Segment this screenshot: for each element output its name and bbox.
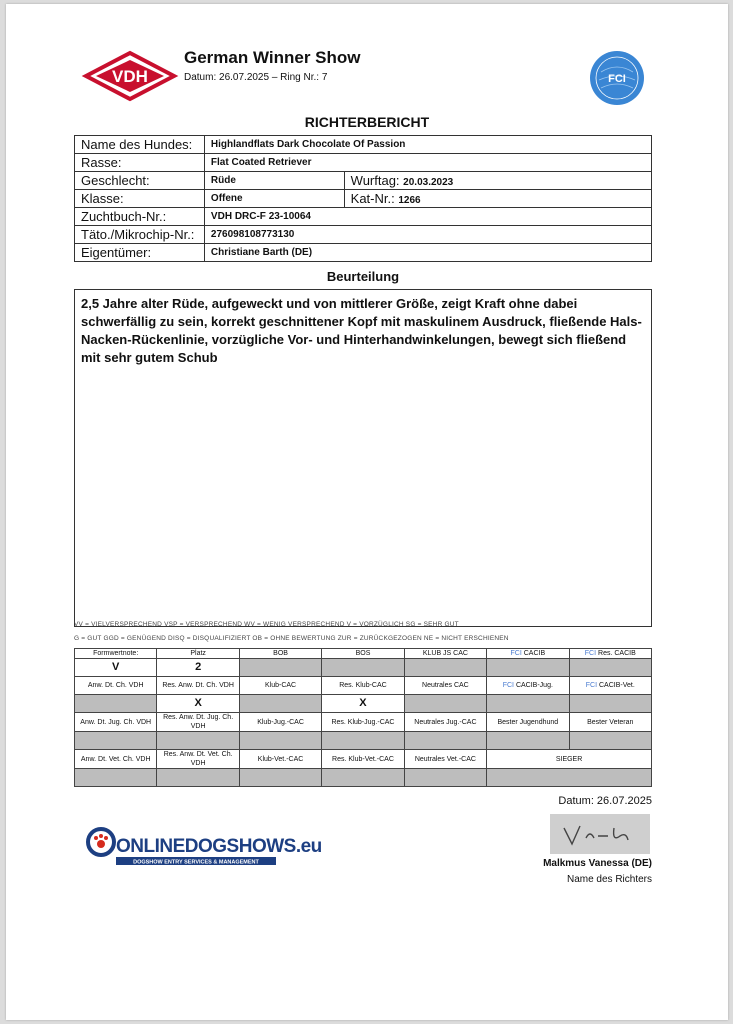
awards-grid — [74, 648, 652, 787]
award-label: Bester Jugendhund — [487, 713, 569, 732]
award-result — [569, 732, 651, 750]
award-result — [75, 695, 157, 713]
birth-cell — [344, 172, 651, 190]
catalog-value: 1266 — [398, 195, 421, 206]
award-result — [75, 769, 157, 787]
header-place: Platz — [157, 649, 239, 659]
onlinedogshows-logo — [86, 826, 322, 874]
report-title: RICHTERBERICHT — [304, 114, 430, 130]
class-value: Offene — [204, 190, 344, 208]
bob-result — [239, 659, 321, 677]
chip-label: Täto./Mikrochip-Nr.: — [75, 226, 205, 244]
awards-header-row — [75, 649, 652, 659]
bos-result — [322, 659, 404, 677]
award-result — [322, 769, 404, 787]
signature-scribble — [550, 814, 650, 854]
show-date-ring: Datum: 26.07.2025 – Ring Nr.: 7 — [184, 72, 328, 83]
header-bos: BOS — [322, 649, 404, 659]
award-result — [487, 695, 569, 713]
cacib-result — [487, 659, 569, 677]
award-result — [239, 695, 321, 713]
award-result — [487, 732, 569, 750]
award-label: Res. Anw. Dt. Jug. Ch. VDH — [157, 713, 239, 732]
award-label-cacib-jug — [487, 677, 569, 695]
award-label: Res. Klub-Jug.-CAC — [322, 713, 404, 732]
award-result — [322, 732, 404, 750]
place-result: 2 — [157, 659, 239, 677]
info-row-name — [75, 136, 652, 154]
birth-label: Wurftag: — [350, 173, 400, 188]
birth-value: 20.03.2023 — [403, 177, 454, 188]
res-cacib-result — [569, 659, 651, 677]
chip-value: 276098108773130 — [204, 226, 651, 244]
grade-result: V — [75, 659, 157, 677]
grade-legend-line-2: G = GUT GGD = GENÜGEND DISQ = DISQUALIFIZIERT OB = OHNE BEWERTUNG ZUR = ZURÜCKGEZOGEN NE = NICHT ERSCHIENEN — [74, 635, 509, 642]
header-cacib — [487, 649, 569, 659]
sex-value: Rüde — [204, 172, 344, 190]
judge-caption: Name des Richters — [566, 874, 652, 885]
name-value: Highlandflats Dark Chocolate Of Passion — [204, 136, 651, 154]
breed-label: Rasse: — [75, 154, 205, 172]
awards-result-row-7 — [75, 769, 652, 787]
fci-prefix: FCI — [584, 650, 597, 657]
vdh-logo — [84, 51, 176, 101]
award-result — [404, 732, 486, 750]
header-grade: Formwertnote: — [75, 649, 157, 659]
catalog-label: Kat-Nr.: — [350, 191, 395, 206]
info-row-class — [75, 190, 652, 208]
award-label: Bester Veteran — [569, 713, 651, 732]
award-result — [75, 732, 157, 750]
award-label: Res. Klub-Vet.-CAC — [322, 750, 404, 769]
award-result — [239, 732, 321, 750]
award-label: CACIB-Vet. — [598, 682, 635, 689]
award-label: Klub-Vet.-CAC — [239, 750, 321, 769]
award-result — [569, 695, 651, 713]
award-result — [404, 769, 486, 787]
fci-logo-text: FCI — [608, 73, 626, 85]
award-label: Res. Anw. Dt. Vet. Ch. VDH — [157, 750, 239, 769]
awards-label-row-2 — [75, 677, 652, 695]
sieger-result — [487, 769, 652, 787]
show-title: German Winner Show — [184, 48, 361, 67]
award-label: Anw. Dt. Jug. Ch. VDH — [75, 713, 157, 732]
header-bob: BOB — [239, 649, 321, 659]
catalog-cell — [344, 190, 651, 208]
award-label: Neutrales Jug.-CAC — [404, 713, 486, 732]
award-label: Res. Klub-CAC — [322, 677, 404, 695]
studbook-value: VDH DRC-F 23-10064 — [204, 208, 651, 226]
award-label: Anw. Dt. Vet. Ch. VDH — [75, 750, 157, 769]
award-result — [157, 769, 239, 787]
dog-info-table — [74, 135, 652, 262]
ods-logo-tagline: DOGSHOW ENTRY SERVICES & MANAGEMENT — [133, 859, 259, 866]
award-label: Klub-CAC — [239, 677, 321, 695]
fci-prefix: FCI — [510, 650, 522, 657]
fci-logo — [589, 50, 645, 106]
info-row-sex — [75, 172, 652, 190]
fci-prefix: FCI — [585, 682, 598, 689]
info-row-studbook — [75, 208, 652, 226]
assessment-heading: Beurteilung — [326, 269, 400, 284]
award-result — [404, 695, 486, 713]
award-result — [239, 769, 321, 787]
owner-value: Christiane Barth (DE) — [204, 244, 651, 262]
name-label: Name des Hundes: — [75, 136, 205, 154]
res-klub-cac-result: X — [322, 695, 404, 713]
header-res-cacib — [569, 649, 651, 659]
document-page — [6, 4, 728, 1020]
award-result — [157, 732, 239, 750]
awards-label-row-6 — [75, 750, 652, 769]
header-cacib-label: CACIB — [523, 650, 546, 657]
sex-label: Geschlecht: — [75, 172, 205, 190]
signature-date: Datum: 26.07.2025 — [558, 795, 652, 807]
award-label-cacib-vet — [569, 677, 651, 695]
awards-result-row-1 — [75, 659, 652, 677]
owner-label: Eigentümer: — [75, 244, 205, 262]
award-label: Anw. Dt. Ch. VDH — [75, 677, 157, 695]
header-klub-js-cac: KLUB JS CAC — [404, 649, 486, 659]
info-row-owner — [75, 244, 652, 262]
vdh-logo-text: VDH — [112, 67, 148, 86]
fci-prefix: FCI — [502, 682, 514, 689]
assessment-text: 2,5 Jahre alter Rüde, aufgeweckt und von mittlerer Größe, zeigt Kraft ohne dabei schwerfällig zu sein, korrekt geschnittener Kopf mit maskulinem Ausdruck, fließende Hals-Nacken-Rückenlinie, vorzügliche Vor- und Hinterhandwinkelungen, bewegt sich fließend mit sehr gutem Schub — [74, 289, 652, 627]
awards-result-row-5 — [75, 732, 652, 750]
award-label-sieger: SIEGER — [487, 750, 652, 769]
judge-signature — [550, 814, 650, 854]
res-anw-ch-result: X — [157, 695, 239, 713]
info-row-breed — [75, 154, 652, 172]
award-label: Neutrales Vet.-CAC — [404, 750, 486, 769]
ods-logo-text: ONLINEDOGSHOWS.eu — [116, 836, 322, 857]
judge-name: Malkmus Vanessa (DE) — [543, 858, 652, 869]
award-label: Klub-Jug.-CAC — [239, 713, 321, 732]
class-label: Klasse: — [75, 190, 205, 208]
klub-js-cac-result — [404, 659, 486, 677]
grade-legend-line-1: VV = VIELVERSPRECHEND VSP = VERSPRECHEND WV = WENIG VERSPRECHEND V = VORZÜGLICH SG = SEHR GUT — [74, 621, 459, 628]
award-label: Neutrales CAC — [404, 677, 486, 695]
studbook-label: Zuchtbuch-Nr.: — [75, 208, 205, 226]
info-row-chip — [75, 226, 652, 244]
awards-label-row-4 — [75, 713, 652, 732]
award-label: CACIB-Jug. — [515, 682, 553, 689]
breed-value: Flat Coated Retriever — [204, 154, 651, 172]
award-label: Res. Anw. Dt. Ch. VDH — [157, 677, 239, 695]
header-res-cacib-label: Res. CACIB — [598, 650, 636, 657]
awards-result-row-3 — [75, 695, 652, 713]
